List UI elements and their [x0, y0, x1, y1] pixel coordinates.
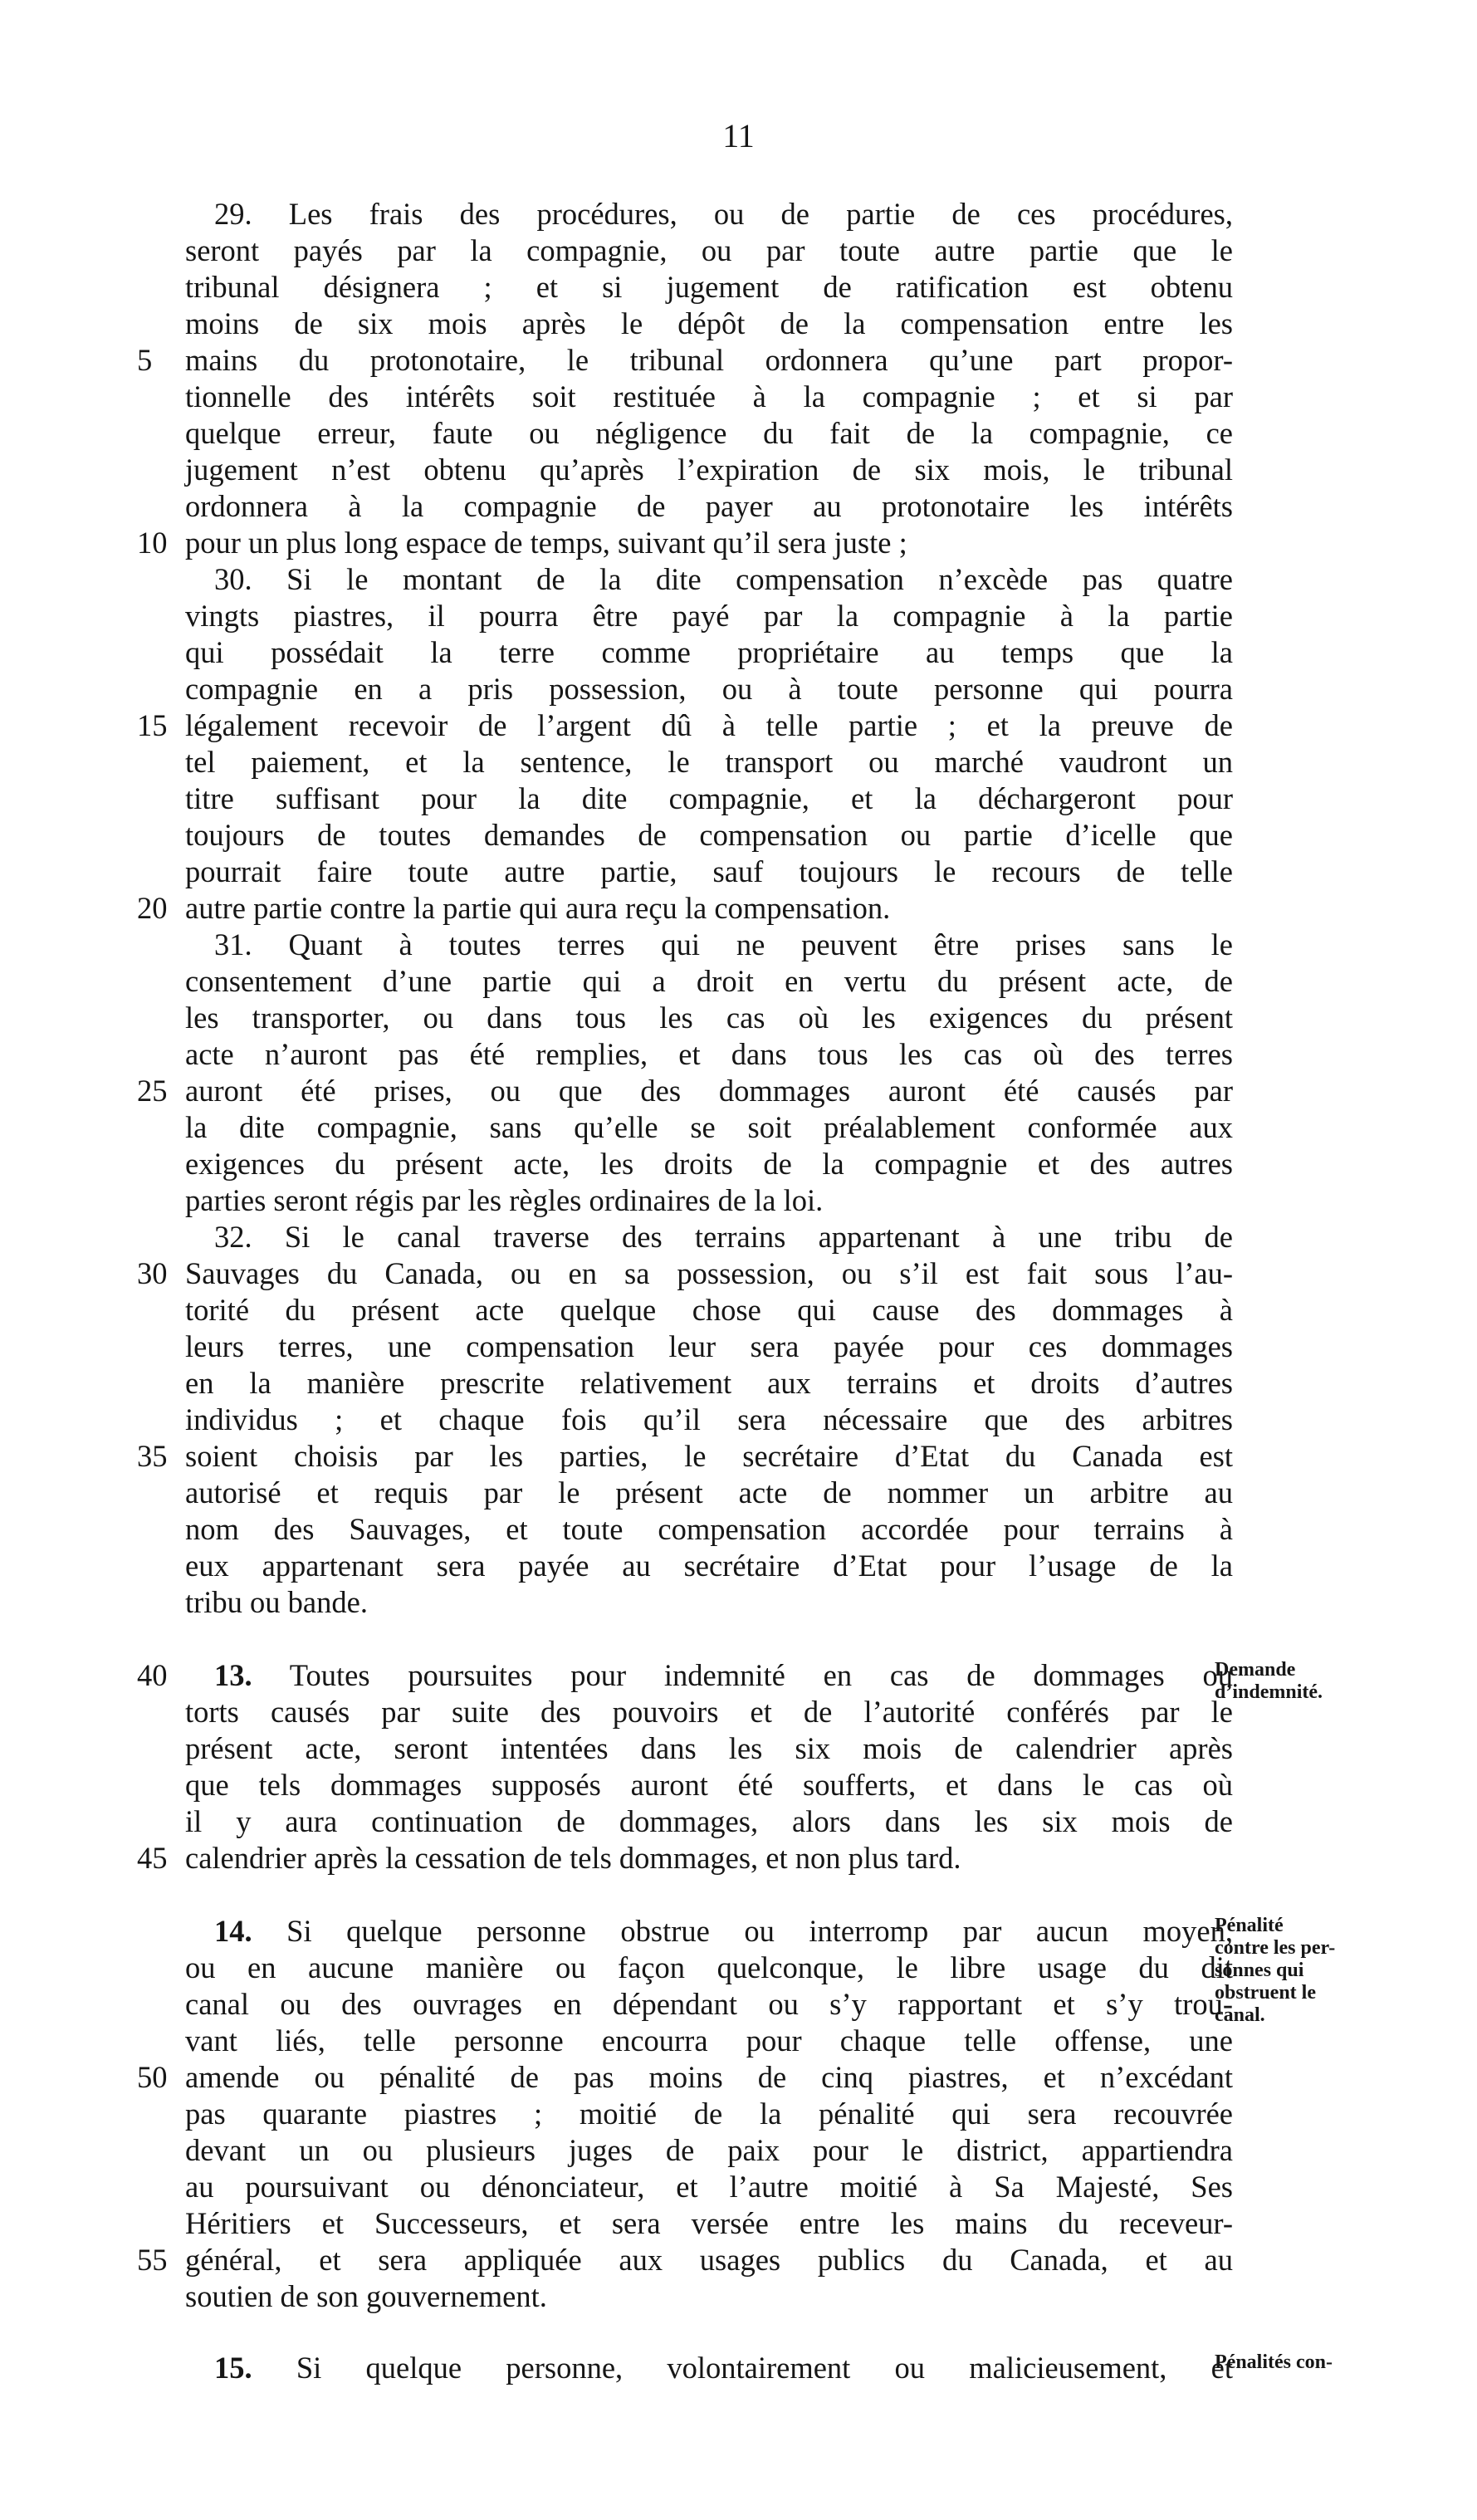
- text-line: [185, 2059, 1233, 2096]
- line-text: vingts piastres, il pourra être payé par la compagnie à la partie: [185, 599, 1233, 633]
- line-text: tribu ou bande.: [185, 1585, 368, 1619]
- line-text: seront payés par la compagnie, ou par toute autre partie que le: [185, 233, 1233, 267]
- text-line: [185, 780, 1233, 817]
- margin-note-line: sonnes qui: [1215, 1960, 1304, 1981]
- text-line: [185, 525, 1233, 561]
- text-line: [214, 927, 1233, 963]
- text-line: [185, 854, 1233, 890]
- text-line: [185, 1730, 1233, 1767]
- page-number: 11: [722, 117, 755, 154]
- text-line: [185, 1109, 1233, 1146]
- line-text: général, et sera appliquée aux usages publics du Canada, et au: [185, 2243, 1233, 2277]
- text-line: [185, 1365, 1233, 1402]
- line-text: Toutes poursuites pour indemnité en cas de dommages ou: [289, 1658, 1233, 1692]
- line-text: Si quelque personne, volontairement ou malicieusement, et: [296, 2351, 1233, 2385]
- line-text: présent acte, seront intentées dans les six mois de calendrier après: [185, 1731, 1233, 1765]
- margin-note-line: canal.: [1215, 2004, 1265, 2026]
- line-text: nom des Sauvages, et toute compensation accordée pour terrains à: [185, 1512, 1233, 1546]
- margin-note-line: Pénalités con-: [1215, 2351, 1333, 2373]
- text-line: [185, 707, 1233, 744]
- line-text: pourrait faire toute autre partie, sauf toujours le recours de telle: [185, 854, 1233, 888]
- line-text: torité du présent acte quelque chose qui cause des dommages à: [185, 1293, 1233, 1327]
- line-text: pour un plus long espace de temps, suivant qu’il sera juste ;: [185, 526, 907, 560]
- line-number: 50: [137, 2060, 168, 2094]
- line-text: ordonnera à la compagnie de payer au protonotaire les intérêts: [185, 489, 1233, 523]
- line-text: tel paiement, et la sentence, le transport ou marché vaudront un: [185, 745, 1233, 779]
- line-text: devant un ou plusieurs juges de paix pour le district, appartiendra: [185, 2133, 1233, 2167]
- margin-note-line: obstruent le: [1215, 1982, 1316, 2004]
- line-text: tribunal désignera ; et si jugement de ratification est obtenu: [185, 270, 1233, 304]
- line-text: auront été prises, ou que des dommages auront été causés par: [185, 1074, 1233, 1108]
- text-line: [185, 1548, 1233, 1584]
- text-line: [185, 1475, 1233, 1511]
- line-text: jugement n’est obtenu qu’après l’expiration de six mois, le tribunal: [185, 453, 1233, 487]
- line-text: il y aura continuation de dommages, alors dans les six mois de: [185, 1804, 1233, 1838]
- line-text: soutien de son gouvernement.: [185, 2279, 547, 2313]
- line-number: 30: [137, 1256, 168, 1290]
- text-line: [185, 1950, 1233, 1986]
- section-number: 14.: [214, 1914, 252, 1948]
- text-line: [185, 744, 1233, 780]
- text-line: [185, 2278, 1233, 2315]
- text-line: [185, 2242, 1233, 2278]
- text-line: [185, 342, 1233, 379]
- line-text: toujours de toutes demandes de compensation ou partie d’icelle que: [185, 818, 1233, 852]
- line-text: qui possédait la terre comme propriétaire au temps que la: [185, 635, 1233, 669]
- line-number: 5: [137, 343, 153, 377]
- section-number: 13.: [214, 1658, 252, 1692]
- margin-note: [1215, 1915, 1464, 2027]
- line-text: calendrier après la cessation de tels dommages, et non plus tard.: [185, 1841, 961, 1875]
- text-line: [185, 963, 1233, 1000]
- line-text: en la manière prescrite relativement aux terrains et droits d’autres: [185, 1366, 1233, 1400]
- line-text: la dite compagnie, sans qu’elle se soit préalablement conformée aux: [185, 1110, 1233, 1144]
- line-text: tionnelle des intérêts soit restituée à la compagnie ; et si par: [185, 379, 1233, 413]
- text-line: [185, 1329, 1233, 1365]
- text-line: [185, 1292, 1233, 1329]
- text-line: [214, 2350, 1233, 2386]
- margin-note-line: Pénalité: [1215, 1915, 1284, 1936]
- text-line: [185, 488, 1233, 525]
- margin-note: [1215, 2351, 1464, 2374]
- line-text: Si quelque personne obstrue ou interromp par aucun moyen,: [286, 1914, 1234, 1948]
- line-text: acte n’auront pas été remplies, et dans tous les cas où des terres: [185, 1037, 1233, 1071]
- line-number: 40: [137, 1658, 168, 1692]
- text-line: [185, 1767, 1233, 1803]
- text-line: [185, 598, 1233, 634]
- line-text: individus ; et chaque fois qu’il sera nécessaire que des arbitres: [185, 1402, 1233, 1436]
- line-text: soient choisis par les parties, le secrétaire d’Etat du Canada est: [185, 1439, 1233, 1473]
- text-line: [214, 196, 1233, 232]
- line-text: légalement recevoir de l’argent dû à telle partie ; et la preuve de: [185, 708, 1233, 742]
- line-text: au poursuivant ou dénonciateur, et l’autre moitié à Sa Majesté, Ses: [185, 2170, 1233, 2204]
- line-text: exigences du présent acte, les droits de la compagnie et des autres: [185, 1147, 1233, 1181]
- text-line: [185, 1036, 1233, 1073]
- text-line: [214, 561, 1233, 598]
- line-number: 10: [137, 526, 168, 560]
- text-line: [185, 1438, 1233, 1475]
- margin-note-line: Demande: [1215, 1659, 1296, 1681]
- section-number: 15.: [214, 2351, 252, 2385]
- line-text: eux appartenant sera payée au secrétaire d’Etat pour l’usage de la: [185, 1549, 1233, 1583]
- text-line: [185, 2132, 1233, 2169]
- line-text: 29. Les frais des procédures, ou de partie de ces procédures,: [214, 197, 1233, 231]
- text-line: [185, 2023, 1233, 2059]
- text-line: [185, 1000, 1233, 1036]
- line-number: 25: [137, 1074, 168, 1108]
- line-text: leurs terres, une compensation leur sera payée pour ces dommages: [185, 1329, 1233, 1363]
- text-line: [185, 2096, 1233, 2132]
- line-text: les transporter, ou dans tous les cas où les exigences du présent: [185, 1001, 1233, 1035]
- text-line: [185, 890, 1233, 927]
- text-line: [185, 1511, 1233, 1548]
- margin-note: [1215, 1659, 1464, 1704]
- text-line: [185, 634, 1233, 671]
- text-line: [185, 269, 1233, 306]
- text-line: [185, 1146, 1233, 1182]
- line-text: consentement d’une partie qui a droit en vertu du présent acte, de: [185, 964, 1233, 998]
- line-text: 32. Si le canal traverse des terrains appartenant à une tribu de: [214, 1220, 1233, 1254]
- line-text: moins de six mois après le dépôt de la compensation entre les: [185, 306, 1233, 340]
- line-number: 15: [137, 708, 168, 742]
- line-text: que tels dommages supposés auront été soufferts, et dans le cas où: [185, 1768, 1233, 1802]
- margin-note-line: contre les per-: [1215, 1937, 1336, 1959]
- line-text: pas quarante piastres ; moitié de la pénalité qui sera recouvrée: [185, 2097, 1233, 2131]
- line-number: 20: [137, 891, 168, 925]
- text-line: [185, 452, 1233, 488]
- line-text: Sauvages du Canada, ou en sa possession, ou s’il est fait sous l’au-: [185, 1256, 1233, 1290]
- text-line: [185, 1840, 1233, 1877]
- text-line: [185, 1255, 1233, 1292]
- text-line: [214, 1913, 1233, 1950]
- line-text: quelque erreur, faute ou négligence du fait de la compagnie, ce: [185, 416, 1233, 450]
- line-number: 45: [137, 1841, 168, 1875]
- text-line: [185, 2205, 1233, 2242]
- line-text: ou en aucune manière ou façon quelconque, le libre usage du dit: [185, 1950, 1233, 1984]
- text-line: [185, 1986, 1233, 2023]
- margin-note-line: d’indemnité.: [1215, 1681, 1323, 1703]
- line-text: compagnie en a pris possession, ou à toute personne qui pourra: [185, 672, 1233, 706]
- line-text: torts causés par suite des pouvoirs et de l’autorité conférés par le: [185, 1695, 1233, 1729]
- text-line: [185, 1402, 1233, 1438]
- text-line: [214, 1657, 1233, 1694]
- line-text: parties seront régis par les règles ordinaires de la loi.: [185, 1183, 824, 1217]
- text-line: [185, 1694, 1233, 1730]
- line-text: canal ou des ouvrages en dépendant ou s’y rapportant et s’y trou-: [185, 1987, 1233, 2021]
- line-text: autre partie contre la partie qui aura reçu la compensation.: [185, 891, 891, 925]
- text-line: [185, 1182, 1233, 1219]
- text-line: [185, 817, 1233, 854]
- line-text: vant liés, telle personne encourra pour chaque telle offense, une: [185, 2023, 1233, 2058]
- text-line: [185, 415, 1233, 452]
- text-line: [185, 1803, 1233, 1840]
- line-number: 55: [137, 2243, 168, 2277]
- line-number: 35: [137, 1439, 168, 1473]
- text-line: [185, 1073, 1233, 1109]
- line-text: 30. Si le montant de la dite compensation n’excède pas quatre: [214, 562, 1233, 596]
- text-line: [185, 306, 1233, 342]
- text-line: [185, 671, 1233, 707]
- text-line: [185, 2169, 1233, 2205]
- line-text: amende ou pénalité de pas moins de cinq piastres, et n’excédant: [185, 2060, 1233, 2094]
- line-text: titre suffisant pour la dite compagnie, et la déchargeront pour: [185, 781, 1233, 815]
- line-text: autorisé et requis par le présent acte de nommer un arbitre au: [185, 1475, 1233, 1510]
- line-text: Héritiers et Successeurs, et sera versée entre les mains du receveur-: [185, 2206, 1233, 2240]
- text-line: [214, 1219, 1233, 1255]
- text-line: [185, 232, 1233, 269]
- line-text: mains du protonotaire, le tribunal ordonnera qu’une part propor-: [185, 343, 1233, 377]
- text-line: [185, 379, 1233, 415]
- line-text: 31. Quant à toutes terres qui ne peuvent être prises sans le: [214, 927, 1233, 962]
- text-line: [185, 1584, 1233, 1621]
